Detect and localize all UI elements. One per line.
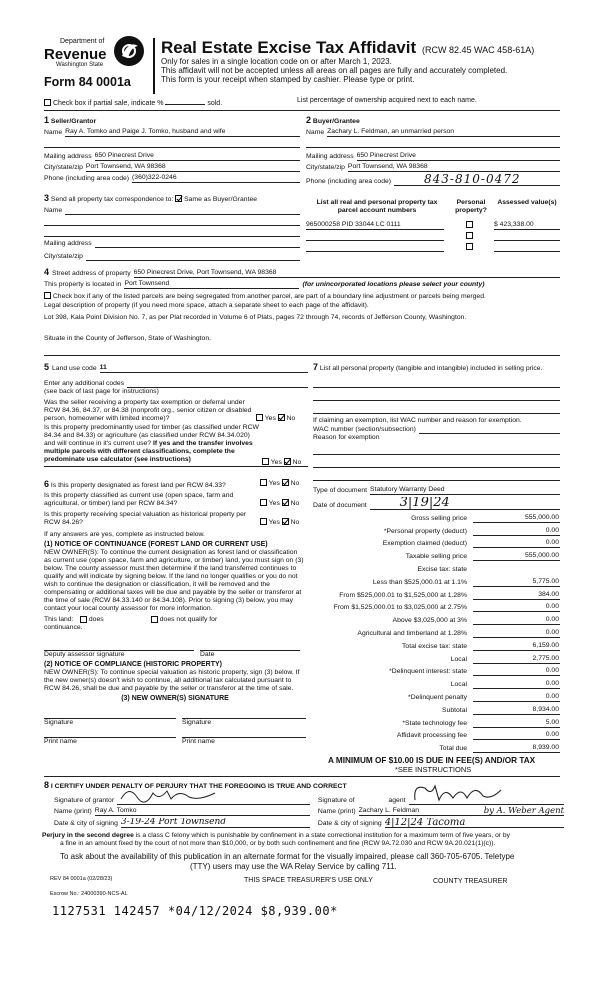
- tax-row-label: From $1,525,000.01 to $3,025,000 at 2.75%: [333, 604, 467, 612]
- no-label: No: [290, 500, 300, 508]
- no-label: No: [286, 414, 296, 422]
- dor-logo: [42, 38, 146, 72]
- seller-num: 1: [44, 115, 50, 125]
- parcel-number-field-3[interactable]: [306, 243, 444, 252]
- grantee-by-agent: by A. Weber Agent: [483, 806, 564, 817]
- title-ref: (RCW 82.45 WAC 458-61A): [422, 45, 535, 55]
- deputy-date-label: Date: [200, 650, 215, 658]
- section3-name-field-2[interactable]: [44, 215, 300, 226]
- parcel-number-field-2[interactable]: [306, 232, 444, 241]
- this-land-label: This land:: [44, 616, 74, 624]
- street-address-label: Street address of property: [52, 269, 131, 277]
- grantor-name-field[interactable]: Ray A. Tomko: [95, 807, 310, 816]
- tax-row-value[interactable]: 0.00: [473, 731, 560, 740]
- additional-codes-label: Enter any additional codes: [44, 379, 125, 387]
- section6: [44, 479, 310, 746]
- personal-property-checkbox-2[interactable]: [466, 232, 473, 239]
- located-in-label: This property is located in: [44, 280, 122, 288]
- section3-name-field-3[interactable]: [44, 226, 300, 237]
- timber-question-bold: If yes and the transfer involves multiple parcels with different classifications, complete the predominate use calculator (see instructions): [44, 439, 253, 463]
- section3-num: 3: [44, 193, 50, 203]
- form-number: Form 84 0001a: [44, 75, 131, 89]
- street-address-field[interactable]: 650 Pinecrest Drive, Port Townsend, WA 98368: [134, 269, 560, 278]
- tax-row-value[interactable]: 555,000.00: [473, 514, 560, 523]
- buyer-section: [306, 115, 560, 186]
- seller-heading: Seller/Grantor: [50, 118, 97, 125]
- revenue-emblem-icon: [112, 34, 146, 68]
- tax-row: [300, 612, 560, 625]
- yes-label: Yes: [268, 480, 280, 487]
- print-name-label-2: Print name: [182, 738, 215, 746]
- land-use-code-field[interactable]: 11: [100, 364, 308, 373]
- personal-property-field-3[interactable]: [313, 401, 560, 414]
- section3-name-field[interactable]: [65, 206, 300, 215]
- tax-calculation-table: [300, 510, 560, 753]
- grantor-signature-label: Signature of grantor: [54, 797, 115, 804]
- legal-description-line1: Lot 398, Kala Point Division No. 7, as per Plat recorded in Volume 6 of Plats, pages 72 through 74, records of Jefferson County, Washington.: [44, 313, 467, 321]
- forest-question: Is this property designated as forest land per RCW 84.33?: [50, 482, 226, 489]
- tax-row-label: Subtotal: [442, 706, 467, 714]
- exemption-question: Was the seller receiving a property tax exemption or deferral under RCW 84.36, 84.37, or 84.38 (nonprofit org., senior citizen or disabled person, homeowner with limited income)?: [44, 398, 252, 422]
- parcel-number-field[interactable]: 965000258 PID 33044 LC 0111: [306, 221, 444, 230]
- reason-label: Reason for exemption: [313, 434, 380, 442]
- additional-codes-field[interactable]: [127, 379, 308, 388]
- parcel-table: [306, 199, 560, 252]
- legal-description-line2: Situate in the County of Jefferson, State of Washington.: [44, 334, 212, 342]
- tax-row: [300, 510, 560, 523]
- tax-row: [300, 689, 560, 702]
- tax-row-label: *State technology fee: [402, 719, 467, 727]
- land-use-label: Land use code: [52, 364, 97, 372]
- yes-label: Yes: [268, 519, 280, 527]
- tax-row: [300, 676, 560, 689]
- section-divider-top: [44, 110, 560, 111]
- historic-no-checkbox[interactable]: [282, 518, 289, 525]
- receipt-stamp: 1127531 142457 *04/12/2024 $8,939.00*: [52, 904, 338, 918]
- tax-row: [300, 715, 560, 728]
- tax-row: [300, 536, 560, 549]
- buyer-name-field-2[interactable]: [306, 137, 560, 148]
- page-title: Real Estate Excise Tax Affidavit: [161, 38, 417, 57]
- grantee-signature-label: Signature of: [317, 797, 355, 804]
- tax-row-label: Less than $525,000.01 at 1.1%: [372, 578, 467, 586]
- reason-field-2[interactable]: [313, 442, 560, 455]
- grantee-date-label: Date & city of signing: [317, 820, 382, 828]
- new-owner-print-field-2[interactable]: [182, 731, 306, 738]
- notice1-heading: (1) NOTICE OF CONTINUANCE (FOREST LAND OR CURRENT USE): [44, 541, 268, 549]
- tax-row-value[interactable]: 6,159.00: [473, 642, 560, 651]
- notice2-heading: (2) NOTICE OF COMPLIANCE (HISTORIC PROPERTY): [44, 660, 222, 668]
- buyer-city-label: City/state/zip: [306, 164, 345, 172]
- tax-row: [300, 664, 560, 677]
- new-owner-signature-field-1[interactable]: [44, 710, 176, 719]
- tax-row-value[interactable]: 2,775.00: [473, 655, 560, 664]
- tax-row-label: Taxable selling price: [405, 553, 467, 561]
- no-label: No: [290, 480, 300, 487]
- tax-row-value[interactable]: 0.00: [473, 527, 560, 536]
- section8-num: 8: [44, 780, 50, 790]
- tax-row-value[interactable]: 555,000.00: [473, 552, 560, 561]
- tax-row-label: *Delinquent interest: state: [389, 668, 467, 676]
- section3-mailing-label: Mailing address: [44, 240, 92, 247]
- tax-row-value[interactable]: 0.00: [473, 680, 560, 689]
- does-not-checkbox[interactable]: [151, 616, 158, 623]
- grantee-name-label: Name (print): [317, 808, 356, 816]
- alt-format-line1: To ask about the availability of this publication in an alternate format for the visually impaired, please call 360-705-6705. Teletype: [60, 852, 515, 861]
- assessed-value-field[interactable]: $ 423,338.00: [494, 221, 560, 230]
- personal-property-field-1[interactable]: [313, 373, 560, 388]
- tax-row-value[interactable]: 0.00: [473, 616, 560, 625]
- segregated-checkbox[interactable]: [44, 292, 51, 299]
- tax-row: [300, 625, 560, 638]
- print-name-label-1: Print name: [44, 738, 77, 746]
- signature-label-2: Signature: [182, 719, 212, 727]
- header-line1: Only for sales in a single location code on or after March 1, 2023.: [161, 57, 392, 66]
- tax-row-value[interactable]: 0.00: [473, 667, 560, 676]
- header-line3: This form is your receipt when stamped by cashier. Please type or print.: [161, 75, 415, 84]
- current-use-yes-checkbox[interactable]: [260, 499, 267, 506]
- current-use-no-checkbox[interactable]: [282, 499, 289, 506]
- tax-row-label: Exemption claimed (deduct): [382, 540, 467, 548]
- exemption-no-checkbox[interactable]: [278, 414, 285, 421]
- partial-sale-pct-field[interactable]: [165, 97, 205, 105]
- located-in-note: (for unincorporated locations please select your county): [302, 280, 485, 288]
- personal-col-header: Personal property?: [455, 199, 487, 215]
- exemption-yes-checkbox[interactable]: [256, 414, 263, 421]
- perjury-line2: a fine in an amount fixed by the court of not more than $10,000, or by both such confinement and fine (RCW 9A.72.030 and RCW 9A.20.021(1)(c)).: [60, 839, 496, 847]
- seller-city-field[interactable]: Port Townsend, WA 98368: [86, 163, 300, 172]
- tax-row-label: Gross selling price: [411, 514, 467, 522]
- notice1-body: NEW OWNER(S): To continue the current designation as forest land or classification as current use (open space, farm and agriculture, or timber) land, you must sign on (3) below. The county assessor must then determine if the land transferred continues to qualify and will indicate by signing below. If the land no longer qualifies or you do not wish to continue the designation or classification, it will be removed and the compensating or additional taxes will be due and payable by the seller or transferor at the time of sale (RCW 84.33.140 or 84.34.108). Prior to signing (3) below, you may contact your local county assessor for more information.: [44, 549, 304, 613]
- segregated-label: Check box if any of the listed parcels are being segregated from another parcel, are part of a boundary line adjustment or parcels being merged.: [52, 292, 486, 300]
- dept-line1: Department of: [60, 38, 105, 45]
- tax-row: [300, 651, 560, 664]
- new-owner-signature-field-2[interactable]: [182, 710, 306, 719]
- reason-field-3[interactable]: [313, 455, 560, 468]
- yes-label: Yes: [264, 414, 276, 422]
- tax-row-value[interactable]: 0.00: [473, 693, 560, 702]
- doc-type-field[interactable]: Statutory Warranty Deed: [370, 486, 560, 495]
- tax-row-value[interactable]: 0.00: [473, 539, 560, 548]
- grantor-name-label: Name (print): [54, 808, 92, 816]
- historic-question: Is this property receiving special valuation as historical property per RCW 84.26?: [44, 511, 247, 527]
- tax-row-value[interactable]: 0.00: [473, 629, 560, 638]
- notice2-body: NEW OWNER(S): To continue special valuation as historic property, sign (3) below. If the new owner(s) doesn't wish to continue, all additional tax calculated pursuant to RCW 84.26, shall be due and payable by the seller or transferor at the time of sale.: [44, 668, 300, 692]
- forest-yes-checkbox[interactable]: [260, 479, 267, 486]
- section3-city-label: City/state/zip: [44, 253, 83, 260]
- tax-row-label: Local: [450, 655, 467, 663]
- tax-row-label: Total excise tax: state: [402, 642, 467, 650]
- perjury-bold: Perjury in the second degree: [42, 832, 134, 839]
- notice3-heading: (3) NEW OWNER(S) SIGNATURE: [121, 694, 229, 702]
- tax-row: [300, 561, 560, 574]
- county-treasurer: COUNTY TREASURER: [433, 878, 508, 885]
- does-checkbox[interactable]: [80, 616, 87, 623]
- buyer-heading: Buyer/Grantee: [312, 118, 360, 125]
- tax-row: [300, 638, 560, 651]
- grantee-signature-field[interactable]: [409, 796, 564, 805]
- exemption-claim-label: If claiming an exemption, list WAC number and reason for exemption.: [313, 417, 522, 425]
- buyer-mailing-field[interactable]: 650 Pinecrest Drive: [357, 152, 560, 161]
- personal-property-label: List all personal property (tangible and intangible) included in selling price.: [319, 365, 543, 372]
- assessed-value-field-2[interactable]: [494, 232, 560, 241]
- parcel-col-header: List all real and personal property tax parcel account numbers: [316, 199, 438, 215]
- section3-mailing-field[interactable]: [95, 239, 300, 248]
- tax-row-label: Above $3,025,000 at 3%: [392, 617, 467, 625]
- reason-field-4[interactable]: [313, 468, 560, 481]
- deputy-date-field[interactable]: [200, 642, 300, 651]
- personal-property-field-2[interactable]: [313, 388, 560, 401]
- seller-phone-label: Phone (including area code): [44, 175, 130, 183]
- agent-label: agent: [388, 797, 406, 804]
- doc-type-label: Type of document: [313, 487, 368, 495]
- section5-num: 5: [44, 362, 50, 372]
- same-as-buyer-checkbox[interactable]: [175, 195, 182, 202]
- tax-row-value[interactable]: 5.00: [473, 719, 560, 728]
- signature-label-1: Signature: [44, 719, 74, 727]
- tax-row-value[interactable]: 5,775.00: [473, 578, 560, 587]
- buyer-name-label: Name: [306, 129, 325, 137]
- tax-row: [300, 728, 560, 741]
- tax-row-label: Affidavit processing fee: [396, 732, 467, 740]
- buyer-name-field[interactable]: Zachary L. Feldman, an unmarried person: [327, 128, 560, 137]
- buyer-phone-label: Phone (including area code): [306, 178, 392, 186]
- deputy-signature-field[interactable]: [44, 642, 194, 651]
- section-divider-mid: [44, 355, 560, 356]
- section6-num: 6: [44, 479, 50, 489]
- tax-row-value[interactable]: 8,939.00: [473, 744, 560, 753]
- section5-underline: [44, 466, 308, 467]
- partial-sale-label: Check box if partial sale, indicate %: [52, 100, 164, 107]
- legal-description-label: Legal description of property (if you need more space, attach a separate sheet to each page of the affidavit).: [44, 301, 369, 309]
- historic-yes-checkbox[interactable]: [260, 518, 267, 525]
- grantee-name-field[interactable]: [359, 807, 564, 816]
- continuance-label: continuance.: [44, 624, 83, 632]
- tax-row-value[interactable]: 384.00: [473, 591, 560, 600]
- tax-row-label: *Personal property (deduct): [383, 527, 467, 535]
- timber-question: Is this property predominantly used for timber (as classified under RCW 84.34 and 84.33) or agriculture (as classified under RCW 84.34.020) and will continue in it's current use?: [44, 423, 259, 447]
- section7: [313, 362, 560, 510]
- tax-row-label: Agricultural and timberland at 1.28%: [357, 629, 467, 637]
- if-any-yes: If any answers are yes, complete as instructed below.: [44, 531, 205, 539]
- seller-phone-field[interactable]: (360)322-0246: [132, 174, 300, 183]
- buyer-city-field[interactable]: Port Townsend, WA 98368: [348, 163, 560, 172]
- partial-sale-checkbox[interactable]: [44, 99, 51, 106]
- tax-row-value[interactable]: 0.00: [473, 603, 560, 612]
- seller-name-field[interactable]: Ray A. Tomko and Paige J. Tomko, husband and wife: [65, 128, 300, 137]
- seller-city-label: City/state/zip: [44, 164, 83, 172]
- rev-number: REV 84 0001a (02/28/23): [50, 876, 113, 882]
- section3: [44, 193, 300, 261]
- buyer-mailing-label: Mailing address: [306, 153, 354, 161]
- timber-no-checkbox[interactable]: [284, 458, 291, 465]
- seller-mailing-label: Mailing address: [44, 153, 92, 161]
- tax-row-label: Total due: [439, 745, 467, 753]
- section3-name-label: Name: [44, 207, 63, 214]
- timber-yes-checkbox[interactable]: [262, 458, 269, 465]
- tax-row: [300, 523, 560, 536]
- tax-row-value[interactable]: 8,934.00: [473, 706, 560, 715]
- deputy-signature-label: Deputy assessor signature: [44, 650, 125, 658]
- yes-label: Yes: [270, 459, 282, 466]
- section4: [44, 267, 560, 343]
- grantee-date-field[interactable]: 4|12|24 Tacoma: [385, 818, 564, 828]
- tax-row: [300, 548, 560, 561]
- seller-mailing-field[interactable]: 650 Pinecrest Drive: [95, 152, 300, 161]
- tax-row: [300, 587, 560, 600]
- tax-row-label: *Delinquent penalty: [408, 693, 467, 701]
- escrow-number: Escrow No.: 24000390-NCS-AL: [50, 891, 128, 897]
- partial-sale-sold: sold.: [207, 100, 223, 107]
- buyer-phone-field[interactable]: 843-810-0472: [394, 174, 560, 186]
- tax-row-label: Excise tax: state: [417, 565, 467, 573]
- grantee-name-value: Zachary L. Feldman: [358, 807, 420, 815]
- forest-no-checkbox[interactable]: [282, 479, 289, 486]
- section-divider-8: [44, 776, 560, 777]
- list-percentage-note: List percentage of ownership acquired next to each name.: [297, 97, 477, 104]
- see-instructions: *SEE INSTRUCTIONS: [395, 765, 472, 774]
- minimum-due-notice: A MINIMUM OF $10.00 IS DUE IN FEE(S) AND/OR TAX: [328, 756, 536, 765]
- grantee-signature-mark: [411, 782, 507, 804]
- located-in-field[interactable]: Port Townsend: [124, 280, 299, 289]
- dept-revenue: Revenue: [44, 46, 107, 63]
- personal-property-checkbox[interactable]: [466, 221, 473, 228]
- does-label: does: [88, 616, 104, 624]
- personal-property-checkbox-3[interactable]: [466, 243, 473, 250]
- grantor-date-label: Date & city of signing: [54, 820, 118, 828]
- grantor-signature-mark: [119, 787, 229, 803]
- tax-row: [300, 574, 560, 587]
- grantor-date-field[interactable]: 3-19-24 Port Townsend: [121, 818, 310, 828]
- certify-statement: I CERTIFY UNDER PENALTY OF PERJURY THAT THE FOREGOING IS TRUE AND CORRECT: [50, 783, 347, 790]
- seller-name-label: Name: [44, 129, 63, 137]
- header-divider: [153, 38, 155, 94]
- section3-label: Send all property tax correspondence to:: [50, 196, 174, 203]
- seller-section: [44, 115, 300, 183]
- section5: [44, 362, 308, 464]
- yes-label: Yes: [268, 500, 280, 508]
- section7-num: 7: [313, 362, 319, 372]
- tax-row: [300, 702, 560, 715]
- grantor-signature-field[interactable]: [117, 796, 310, 805]
- assessed-value-field-3[interactable]: [494, 243, 560, 252]
- seller-name-field-2[interactable]: [44, 137, 300, 148]
- wac-field[interactable]: [419, 425, 560, 434]
- additional-codes-hint: (see back of last page for instructions): [44, 387, 159, 395]
- assessed-col-header: Assessed value(s): [497, 199, 557, 206]
- reason-field[interactable]: [383, 434, 561, 442]
- tax-row: [300, 600, 560, 613]
- doc-date-label: Date of document: [313, 502, 367, 510]
- doc-date-field[interactable]: 3|19|24: [370, 497, 560, 510]
- perjury-line1: is a class C felony which is punishable by confinement in a state correctional institution for a maximum term of five years, or by: [135, 832, 510, 839]
- alt-format-line2: (TTY) users may use the WA Relay Service by calling 711.: [190, 862, 397, 871]
- perjury-statement: [42, 832, 562, 848]
- tax-row: [300, 740, 560, 753]
- no-label: No: [292, 459, 302, 466]
- buyer-num: 2: [306, 115, 312, 125]
- new-owner-print-field-1[interactable]: [44, 731, 176, 738]
- tax-row-label: Local: [450, 681, 467, 689]
- same-as-buyer-label: Same as Buyer/Grantee: [184, 196, 258, 203]
- does-not-label: does not qualify for: [159, 616, 218, 624]
- section4-num: 4: [44, 267, 50, 277]
- dept-state: Washington State: [56, 62, 104, 68]
- current-use-question: Is this property classified as current use (open space, farm and agricultural, or timber) land per RCW 84.34?: [44, 492, 234, 508]
- tax-row-label: From $525,000.01 to $1,525,000 at 1.28%: [339, 591, 467, 599]
- no-label: No: [290, 519, 300, 527]
- section3-city-field[interactable]: [86, 252, 300, 261]
- wac-label: WAC number (section/subsection): [313, 426, 416, 434]
- section8: [44, 780, 564, 828]
- treasurer-use-only: THIS SPACE TREASURER'S USE ONLY: [244, 877, 373, 884]
- header-line2: This affidavit will not be accepted unless all areas on all pages are fully and accurately completed.: [161, 66, 508, 75]
